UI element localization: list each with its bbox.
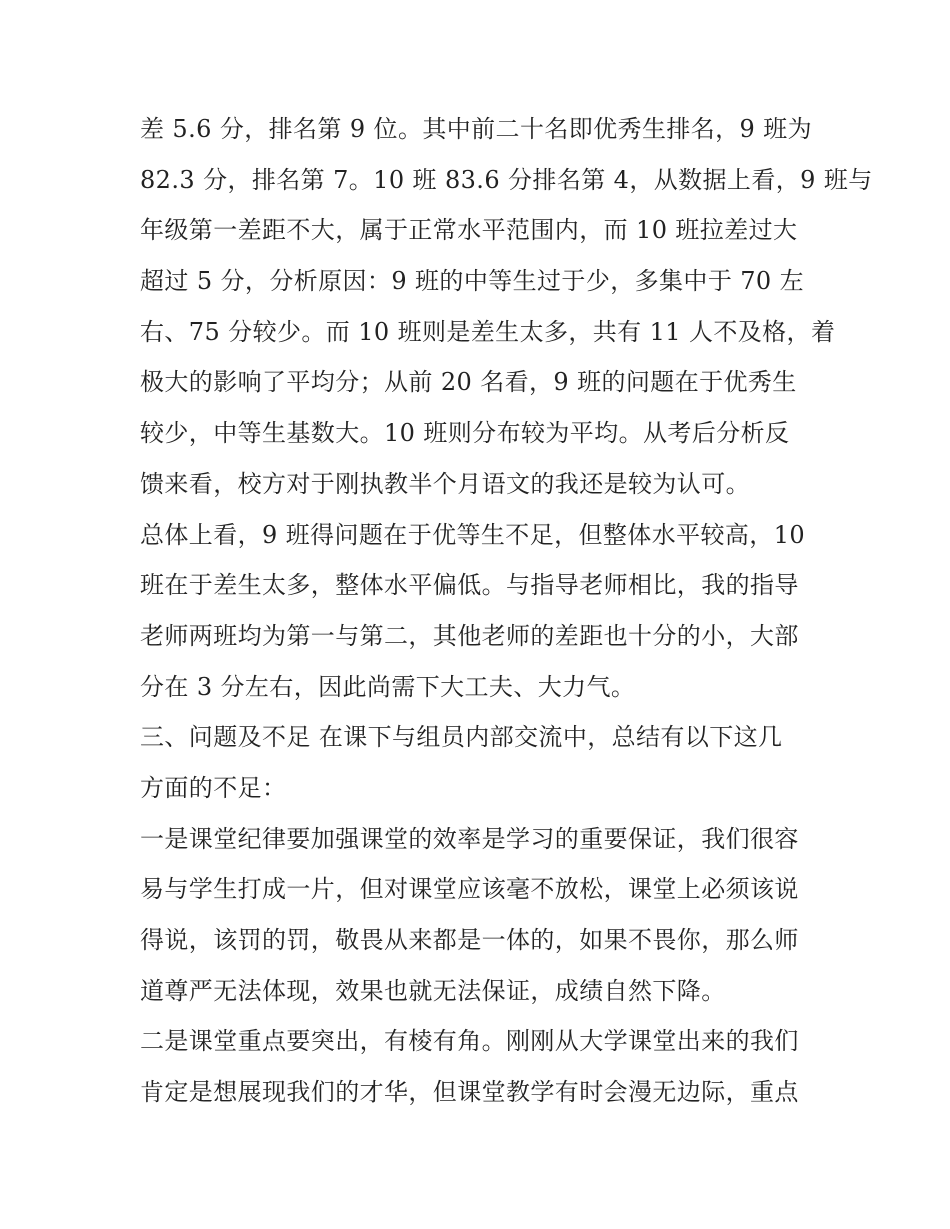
text-line: 年级第一差距不大，属于正常水平范围内，而 10 班拉差过大: [140, 216, 798, 245]
text-line: 馈来看，校方对于刚执教半个月语文的我还是较为认可。: [140, 469, 750, 498]
text-line: 极大的影响了平均分；从前 20 名看，9 班的问题在于优秀生: [140, 368, 797, 397]
text-line: 易与学生打成一片，但对课堂应该毫不放松，课堂上必须该说: [140, 875, 799, 904]
text-line: 差 5.6 分，排名第 9 位。其中前二十名即优秀生排名，9 班为: [140, 115, 813, 143]
text-line: 一是课堂纪律要加强课堂的效率是学习的重要保证，我们很容: [140, 824, 799, 853]
text-line: 右、75 分较少。而 10 班则是差生太多，共有 11 人不及格，着: [140, 317, 836, 346]
text-line: 总体上看，9 班得问题在于优等生不足，但整体水平较高，10: [140, 520, 806, 549]
text-line: 超过 5 分，分析原因：9 班的中等生过于少，多集中于 70 左: [140, 267, 805, 296]
text-line: 老师两班均为第一与第二，其他老师的差距也十分的小，大部: [140, 621, 799, 650]
text-line: 分在 3 分左右，因此尚需下大工夫、大力气。: [140, 672, 636, 701]
section-heading-line: 三、问题及不足 在课下与组员内部交流中，总结有以下这几: [140, 723, 783, 752]
text-line: 肯定是想展现我们的才华，但课堂教学有时会漫无边际，重点: [140, 1078, 799, 1107]
text-line: 得说，该罚的罚，敬畏从来都是一体的，如果不畏你，那么师: [140, 926, 799, 954]
text-line: 道尊严无法体现，效果也就无法保证，成绩自然下降。: [140, 976, 726, 1005]
text-line: 班在于差生太多，整体水平偏低。与指导老师相比，我的指导: [140, 571, 799, 600]
text-line: 二是课堂重点要突出，有棱有角。刚刚从大学课堂出来的我们: [140, 1027, 799, 1056]
body-text: [140, 104, 873, 1118]
text-line: 较少，中等生基数大。10 班则分布较为平均。从考后分析反: [140, 419, 790, 448]
text-line: 方面的不足：: [140, 773, 287, 802]
text-line: 82.3 分，排名第 7。10 班 83.6 分排名第 4，从数据上看，9 班与: [140, 165, 873, 194]
